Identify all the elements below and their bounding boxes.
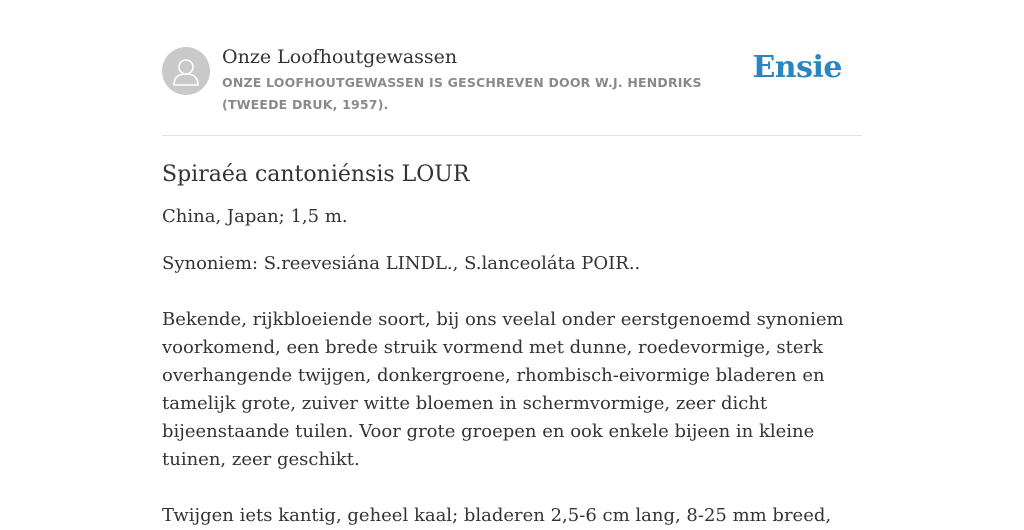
entry-paragraph: China, Japan; 1,5 m. (162, 206, 348, 227)
ensie-logo[interactable]: Ensie (752, 50, 842, 85)
entry-paragraph: Twijgen iets kantig, geheel kaal; bladeren 2,5-6 cm lang, 8-25 mm breed, (162, 505, 832, 526)
entry-paragraph: Synoniem: S.reevesiána LINDL., S.lanceoláta POIR.. (162, 253, 641, 274)
book-header (162, 46, 862, 136)
entry-content (162, 157, 862, 530)
entry-paragraph: Bekende, rijkbloeiende soort, bij ons veelal onder eerstgenoemd synoniem voorkomend, een brede struik vormend met dunne, roedevormige, sterk overhangende twijgen, donkergroene, rhombisch-eivormige bladeren en tamelijk grote, zuiver witte bloemen in schermvormige, zeer dicht bijeenstaande tuilen. Voor grote groepen en ook enkele bijeen in kleine tuinen, zeer geschikt. (162, 309, 844, 470)
book-subtitle: ONZE LOOFHOUTGEWASSEN IS GESCHREVEN DOOR W.J. HENDRIKS (TWEEDE DRUK, 1957). (222, 75, 702, 112)
author-avatar[interactable] (162, 47, 210, 95)
book-title[interactable]: Onze Loofhoutgewassen (222, 46, 458, 68)
header-divider (162, 135, 862, 136)
person-icon (162, 47, 210, 95)
entry-title: Spiraéa cantoniénsis LOUR (162, 162, 470, 187)
